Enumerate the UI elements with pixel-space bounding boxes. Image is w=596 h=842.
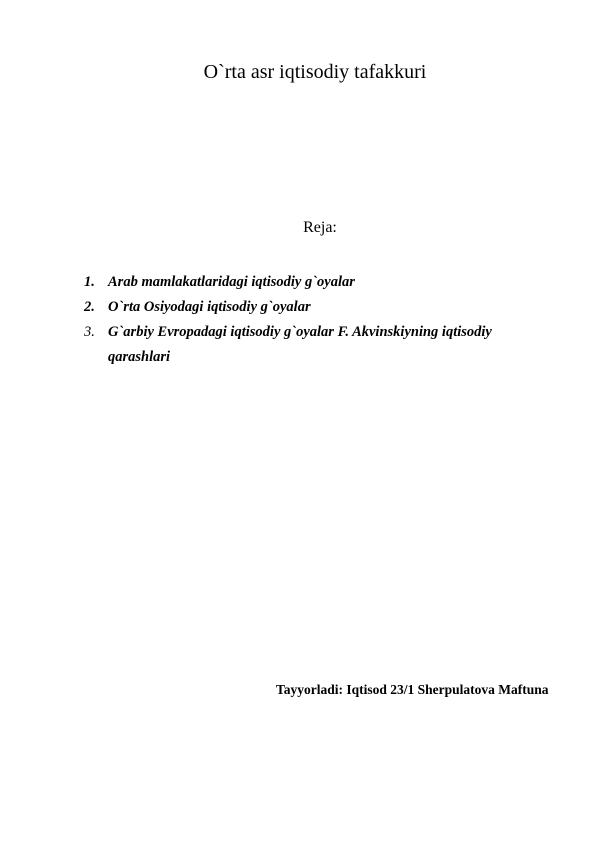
list-item [84,320,554,370]
list-item-text: Arab mamlakatlaridagi iqtisodiy g`oyalar [108,274,355,290]
plan-list [84,270,554,370]
list-item-text: G`arbiy Evropadagi iqtisodiy g`oyalar F. Akvinskiyning iqtisodiy qarashlari [108,324,492,365]
plan-heading: Reja: [303,219,337,236]
list-item-number: 3. [84,324,95,340]
author-line: Tayyorladi: Iqtisod 23/1 Sherpulatova Maftuna [276,682,549,697]
list-item-number: 2. [84,299,95,315]
list-item-number: 1. [84,274,95,290]
list-item-text: O`rta Osiyodagi iqtisodiy g`oyalar [108,299,311,315]
list-item [84,270,554,295]
list-item [84,295,554,320]
document-title: O`rta asr iqtisodiy tafakkuri [203,61,427,83]
